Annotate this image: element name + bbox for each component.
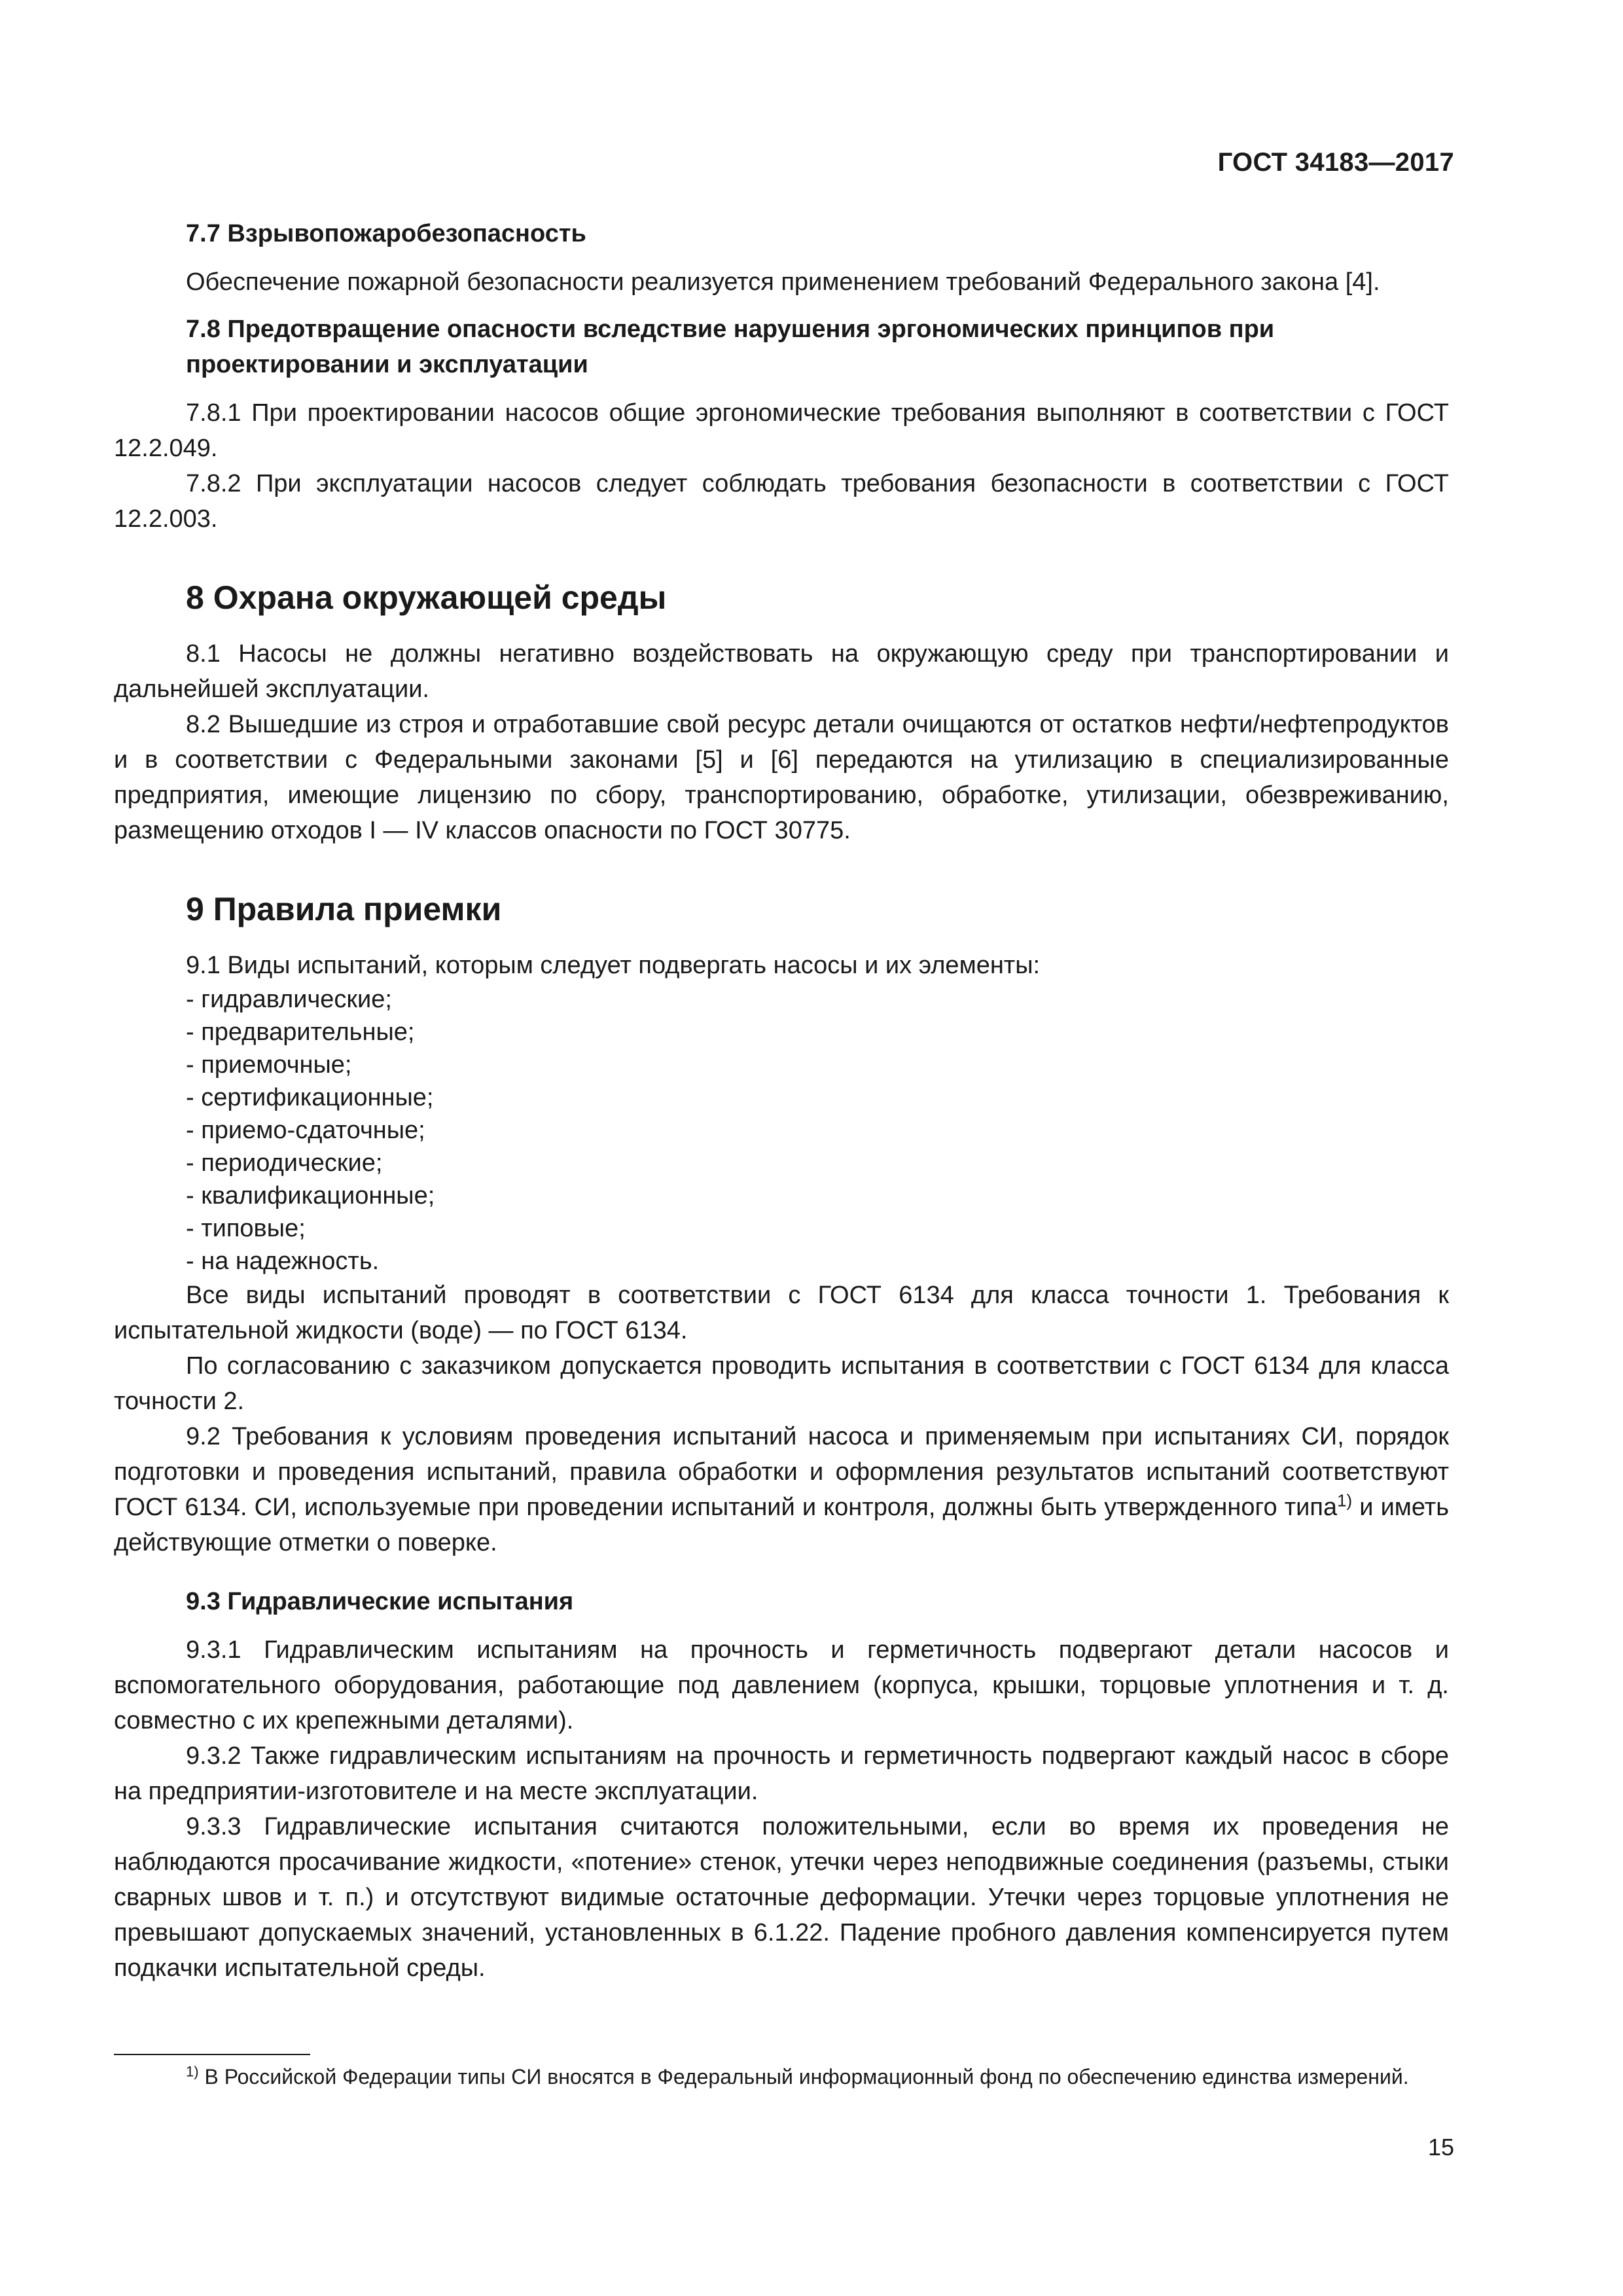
section-heading-9-3: 9.3 Гидравлические испытания (186, 1588, 574, 1615)
list-item: - периодические; (186, 1149, 383, 1177)
paragraph-9-1-note-2: По согласованию с заказчиком допускается проводить испытания в соответствии с ГОСТ 6134 для класса точности 2. (114, 1352, 1449, 1415)
footnote-marker: 1) (186, 2063, 199, 2080)
footnote (114, 2062, 1449, 2092)
paragraph-9-2-text: 9.2 Требования к условиям проведения испытаний насоса и применяемым при испытаниях СИ, порядок подготовки и проведения испытаний, правила обработки и оформления результатов испытаний соответствуют ГОСТ 6134. СИ, используемые при проведении испытаний и контроля, должны быть утвержденного типа (114, 1423, 1449, 1521)
page-number: 15 (1427, 2134, 1454, 2161)
section-heading-8: 8 Охрана окружающей среды (186, 579, 667, 616)
section-heading-7-8: 7.8 Предотвращение опасности вследствие нарушения эргономических принципов при проектировании и эксплуатации (186, 315, 1275, 378)
paragraph-7-8-2: 7.8.2 При эксплуатации насосов следует соблюдать требования безопасности в соответствии с ГОСТ 12.2.003. (114, 470, 1449, 533)
section-heading-9: 9 Правила приемки (186, 891, 502, 927)
list-item: - сертификационные; (186, 1084, 434, 1111)
section-heading-7-7: 7.7 Взрывопожаробезопасность (186, 220, 586, 247)
test-types-list (114, 983, 1449, 1278)
paragraph-9-2-tail: и иметь действующие отметки о поверке. (114, 1494, 1449, 1556)
page-content (114, 216, 1449, 1986)
paragraph-9-1-note-1: Все виды испытаний проводят в соответствии с ГОСТ 6134 для класса точности 1. Требования к испытательной жидкости (воде) — по ГОСТ 6134. (114, 1282, 1449, 1344)
list-item: - гидравлические; (186, 986, 392, 1013)
paragraph-8-2: 8.2 Вышедшие из строя и отработавшие свой ресурс детали очищаются от остатков нефти/нефтепродуктов и в соответствии с Федеральными законами [5] и [6] передаются на утилизацию в специализированные предприятия, имеющие лицензию по сбору, транспортированию, обработке, утилизации, обезвреживанию, размещению отходов I — IV классов опасности по ГОСТ 30775. (114, 711, 1449, 844)
document-code: ГОСТ 34183—2017 (1217, 148, 1454, 177)
list-item: - квалификационные; (186, 1182, 435, 1210)
list-item: - типовые; (186, 1215, 306, 1242)
paragraph-9-3-2: 9.3.2 Также гидравлическим испытаниям на прочность и герметичность подвергают каждый насос в сборе на предприятии-изготовителе и на месте эксплуатации. (114, 1742, 1449, 1805)
paragraph-9-3-3: 9.3.3 Гидравлические испытания считаются положительными, если во время их проведения не наблюдаются просачивание жидкости, «потение» стенок, утечки через неподвижные соединения (разъемы, стыки сварных швов и т. п.) и отсутствуют видимые остаточные деформации. Утечки через торцовые уплотнения не превышают допускаемых значений, установленных в 6.1.22. Падение пробного давления компенсируется путем подкачки испытательной среды. (114, 1813, 1449, 1982)
paragraph-7-8-1: 7.8.1 При проектировании насосов общие эргономические требования выполняют в соответствии с ГОСТ 12.2.049. (114, 399, 1449, 462)
list-item: - предварительные; (186, 1018, 415, 1046)
paragraph-9-3-1: 9.3.1 Гидравлическим испытаниям на прочность и герметичность подвергают детали насосов и вспомогательного оборудования, работающие под давлением (корпуса, крышки, торцовые уплотнения и т. д. совместно с их крепежными деталями). (114, 1636, 1449, 1734)
list-item: - на надежность. (186, 1247, 380, 1275)
paragraph-7-7: Обеспечение пожарной безопасности реализуется применением требований Федерального закона [4]. (186, 268, 1380, 296)
footnote-reference[interactable]: 1) (1337, 1490, 1353, 1511)
paragraph-9-1: 9.1 Виды испытаний, которым следует подвергать насосы и их элементы: (186, 952, 1041, 979)
list-item: - приемо-сдаточные; (186, 1117, 425, 1144)
list-item: - приемочные; (186, 1051, 352, 1079)
footnote-divider (114, 2054, 310, 2055)
paragraph-8-1: 8.1 Насосы не должны негативно воздействовать на окружающую среду при транспортировании и дальнейшей эксплуатации. (114, 640, 1449, 703)
footnote-text: В Российской Федерации типы СИ вносятся в Федеральный информационный фонд по обеспечению единства измерений. (198, 2065, 1409, 2089)
paragraph-9-2 (114, 1419, 1449, 1560)
